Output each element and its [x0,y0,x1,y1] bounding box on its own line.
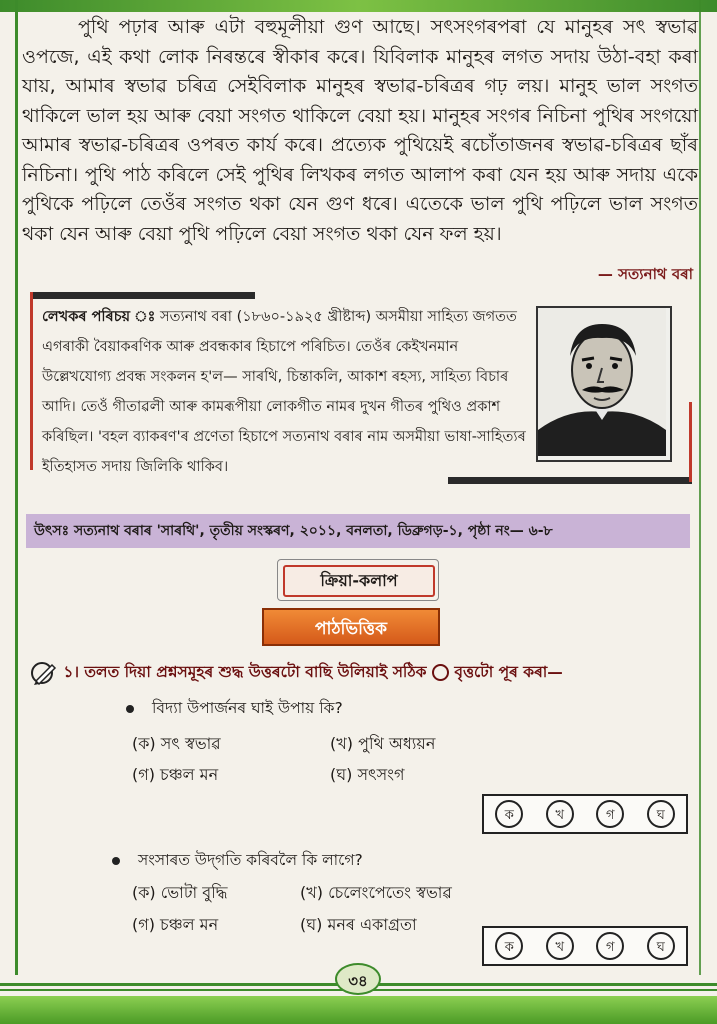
q2-option-ga: (গ) চঞ্চল মন [132,915,219,934]
q2-option-ka: (ক) ভোটা বুদ্ধি [132,883,228,902]
right-border-line [699,0,701,975]
author-credit: — সত্যনাথ বৰা [597,265,693,283]
main-paragraph: পুথি পঢ়াৰ আৰু এটা বহুমূলীয়া গুণ আছে। সৎসংগৰপৰা যে মানুহৰ সৎ স্বভাৱ ওপজে, এই কথা লোক নিৰন্তৰে স্বীকাৰ কৰে। যিবিলাক মানুহৰ লগত সদায় উঠা-বহা কৰা যায়, আমাৰ স্বভাৱ চৰিত্ৰ সেইবিলাক মানুহৰ স্বভাৱ-চৰিত্ৰৰ গঢ় লয়। মানুহ ভাল সংগত থাকিলে ভাল হয় আৰু বেয়া সংগত থাকিলে বেয়া হয়। মানুহৰ সংগৰ নিচিনা পুথিৰ সংগয়ো আমাৰ স্বভাৱ-চৰিত্ৰৰ ওপৰত কাৰ্য কৰে। প্ৰত্যেক পুথিয়েই ৰচোঁতাজনৰ স্বভাৱ-চৰিত্ৰৰ ছাঁৰ নিচিনা। পুথি পাঠ কৰিলে সেই পুথিৰ লিখকৰ লগত আলাপ কৰা যেন হয় আৰু সদায় একে পুথিকে পঢ়িলে তেওঁৰ সংগত থকা যেন গুণ ধৰে। এতেকে ভাল পুথি পঢ়িলে ভাল সংগত থকা যেন আৰু বেয়া পুথি পঢ়িলে বেয়া সংগত থকা যেন ফল হয়। [22,16,698,245]
q1-option-gha: (ঘ) সৎসংগ [330,765,405,784]
q1-answer-kha[interactable]: খ [546,800,574,828]
circle-icon [432,664,449,681]
question-heading-end: বৃত্তটো পূৰ কৰা— [454,663,563,681]
question-heading [30,660,695,686]
footer-grass-band [0,996,717,1024]
q1-answer-ga[interactable]: গ [596,800,624,828]
portrait-drawing [538,308,666,456]
q1-answer-box [482,794,688,834]
q2-answer-gha[interactable]: ঘ [647,932,675,960]
bio-heading: লেখকৰ পৰিচয় ঃ [42,309,156,325]
source-citation: উৎসঃ সত্যনাথ বৰাৰ 'সাৰথি', তৃতীয় সংস্কৰণ, ২০১১, বনলতা, ডিব্ৰুগড়-১, পৃষ্ঠা নং— ৬-৮ [26,514,690,548]
question-2-text: সংসাৰত উদ্‌গতি কৰিবলৈ কি লাগে? [138,851,363,869]
author-bio-box [30,292,692,482]
q1-option-ga: (গ) চঞ্চল মন [132,765,219,784]
q2-option-gha: (ঘ) মনৰ একাগ্ৰতা [300,915,417,934]
left-border-line [15,0,18,975]
q1-option-kha: (খ) পুথি অধ্যয়ন [330,734,436,753]
bullet-icon [112,857,120,865]
bio-text [42,302,530,482]
section-label: ক্ৰিয়া-কলাপ [283,565,435,597]
q1-answer-gha[interactable]: ঘ [647,800,675,828]
question-heading-text: ১। তলত দিয়া প্ৰশ্নসমূহৰ শুদ্ধ উত্তৰটো বাছি উলিয়াই সঠিক [63,663,427,681]
q2-answer-kha[interactable]: খ [546,932,574,960]
bio-frame-right [689,402,692,482]
author-portrait [536,306,672,462]
question-1 [126,696,343,722]
q2-answer-box [482,926,688,966]
bio-frame-top [30,292,255,299]
top-decor-band [0,0,717,12]
bio-frame-left [30,292,33,470]
pencil-icon [30,661,58,685]
subsection-label: পাঠভিত্তিক [262,608,440,646]
page-number: ৩৪ [335,963,381,995]
q2-answer-ga[interactable]: গ [596,932,624,960]
question-1-text: বিদ্যা উপাৰ্জনৰ ঘাই উপায় কি? [152,699,343,717]
bullet-icon [126,705,134,713]
q1-option-ka: (ক) সৎ স্বভাৱ [132,734,221,753]
q2-option-kha: (খ) চেলেংপেতেং স্বভাৱ [300,883,452,902]
question-2 [112,848,363,874]
q1-answer-ka[interactable]: ক [495,800,523,828]
bio-body: সত্যনাথ বৰা (১৮৬০-১৯২৫ খ্ৰীষ্টাব্দ) অসমীয়া সাহিত্য জগতত এগৰাকী বৈয়াকৰণিক আৰু প্ৰবন্ধকাৰ হিচাপে পৰিচিত। তেওঁৰ কেইখনমান উল্লেখযোগ্য প্ৰবন্ধ সংকলন হ'ল— সাৰথি, চিন্তাকলি, আকাশ ৰহস্য, সাহিত্য বিচাৰ আদি। তেওঁ গীতাৱলী আৰু কামৰূপীয়া লোকগীত নামৰ দুখন গীতৰ পুথিও প্ৰকাশ কৰিছিল। 'বহল ব্যাকৰণ'ৰ প্ৰণেতা হিচাপে সত্যনাথ বৰাৰ নাম অসমীয়া ভাষা-সাহিত্যৰ ইতিহাসত সদায় জিলিকি থাকিব। [42,309,526,475]
q2-answer-ka[interactable]: ক [495,932,523,960]
